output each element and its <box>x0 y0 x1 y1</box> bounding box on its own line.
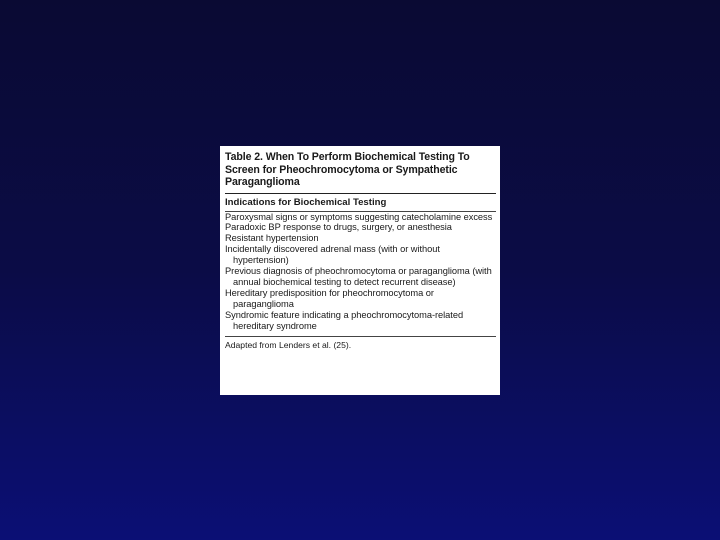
indication-item: Paradoxic BP response to drugs, surgery, or anesthesia <box>225 222 452 233</box>
indication-item: Previous diagnosis of pheochromocytoma or paraganglioma (with annual biochemical testing to detect recurrent disease) <box>225 266 492 287</box>
table-column-header: Indications for Biochemical Testing <box>225 196 387 208</box>
indication-list <box>225 212 496 332</box>
indication-item: Resistant hypertension <box>225 233 319 244</box>
indication-item: Paroxysmal signs or symptoms suggesting catecholamine excess <box>225 211 493 222</box>
indication-item: Incidentally discovered adrenal mass (with or without hypertension) <box>225 244 440 266</box>
table-bottom-rule <box>225 336 496 337</box>
table-top-rule <box>225 193 496 194</box>
table-image <box>220 146 500 395</box>
indication-item: Hereditary predisposition for pheochromocytoma or paraganglioma <box>225 287 434 309</box>
table-footnote: Adapted from Lenders et al. (25). <box>225 340 352 351</box>
table-title: Table 2. When To Perform Biochemical Testing To Screen for Pheochromocytoma or Sympathetic Paraganglioma <box>225 151 470 188</box>
indication-item: Syndromic feature indicating a pheochromocytoma-related hereditary syndrome <box>225 309 464 331</box>
